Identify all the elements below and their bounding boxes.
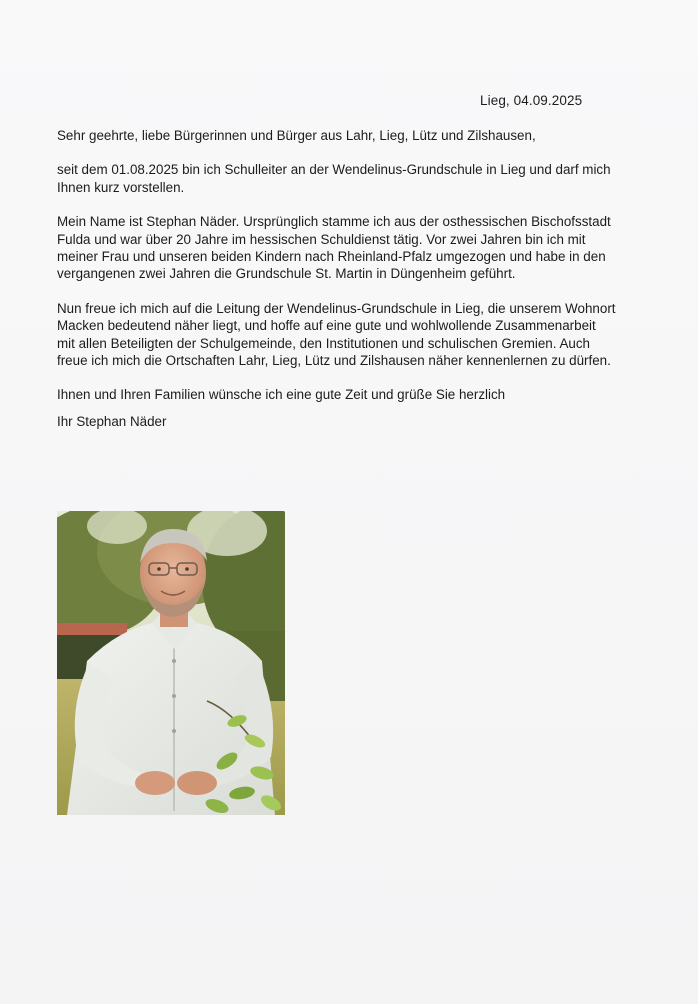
paragraph-intro: seit dem 01.08.2025 bin ich Schulleiter an der Wendelinus-Grundschule in Lieg und darf mich Ihnen kurz vorstellen. bbox=[57, 162, 611, 195]
signature: Ihr Stephan Näder bbox=[57, 413, 167, 429]
letter-date: Lieg, 04.09.2025 bbox=[480, 93, 583, 108]
letter-body bbox=[57, 127, 617, 447]
paragraph-outlook: Nun freue ich mich auf die Leitung der Wendelinus-Grundschule in Lieg, die unserem Wohnort Macken bedeutend näher liegt, und hoffe auf eine gute und wohlwollende Zusammenarbeit mit allen Beteiligten der Schulgemeinde, den Institutionen und schulischen Gremien. Auch freue ich mich die Ortschaften Lahr, Lieg, Lütz und Zilshausen näher kennenlernen zu dürfen. bbox=[57, 300, 616, 369]
closing-line: Ihnen und Ihren Familien wünsche ich eine gute Zeit und grüße Sie herzlich bbox=[57, 387, 506, 403]
paragraph-background: Mein Name ist Stephan Näder. Ursprünglich stamme ich aus der osthessischen Bischofsstadt Fulda und war über 20 Jahre im hessischen Schuldienst tätig. Vor zwei Jahren bin ich mit meiner Frau und unseren beiden Kindern nach Rheinland-Pfalz umgezogen und habe in den vergangenen zwei Jahren die Grundschule St. Martin in Düngenheim geführt. bbox=[57, 214, 611, 282]
portrait-photo bbox=[57, 511, 285, 815]
greeting: Sehr geehrte, liebe Bürgerinnen und Bürger aus Lahr, Lieg, Lütz und Zilshausen, bbox=[57, 128, 536, 143]
